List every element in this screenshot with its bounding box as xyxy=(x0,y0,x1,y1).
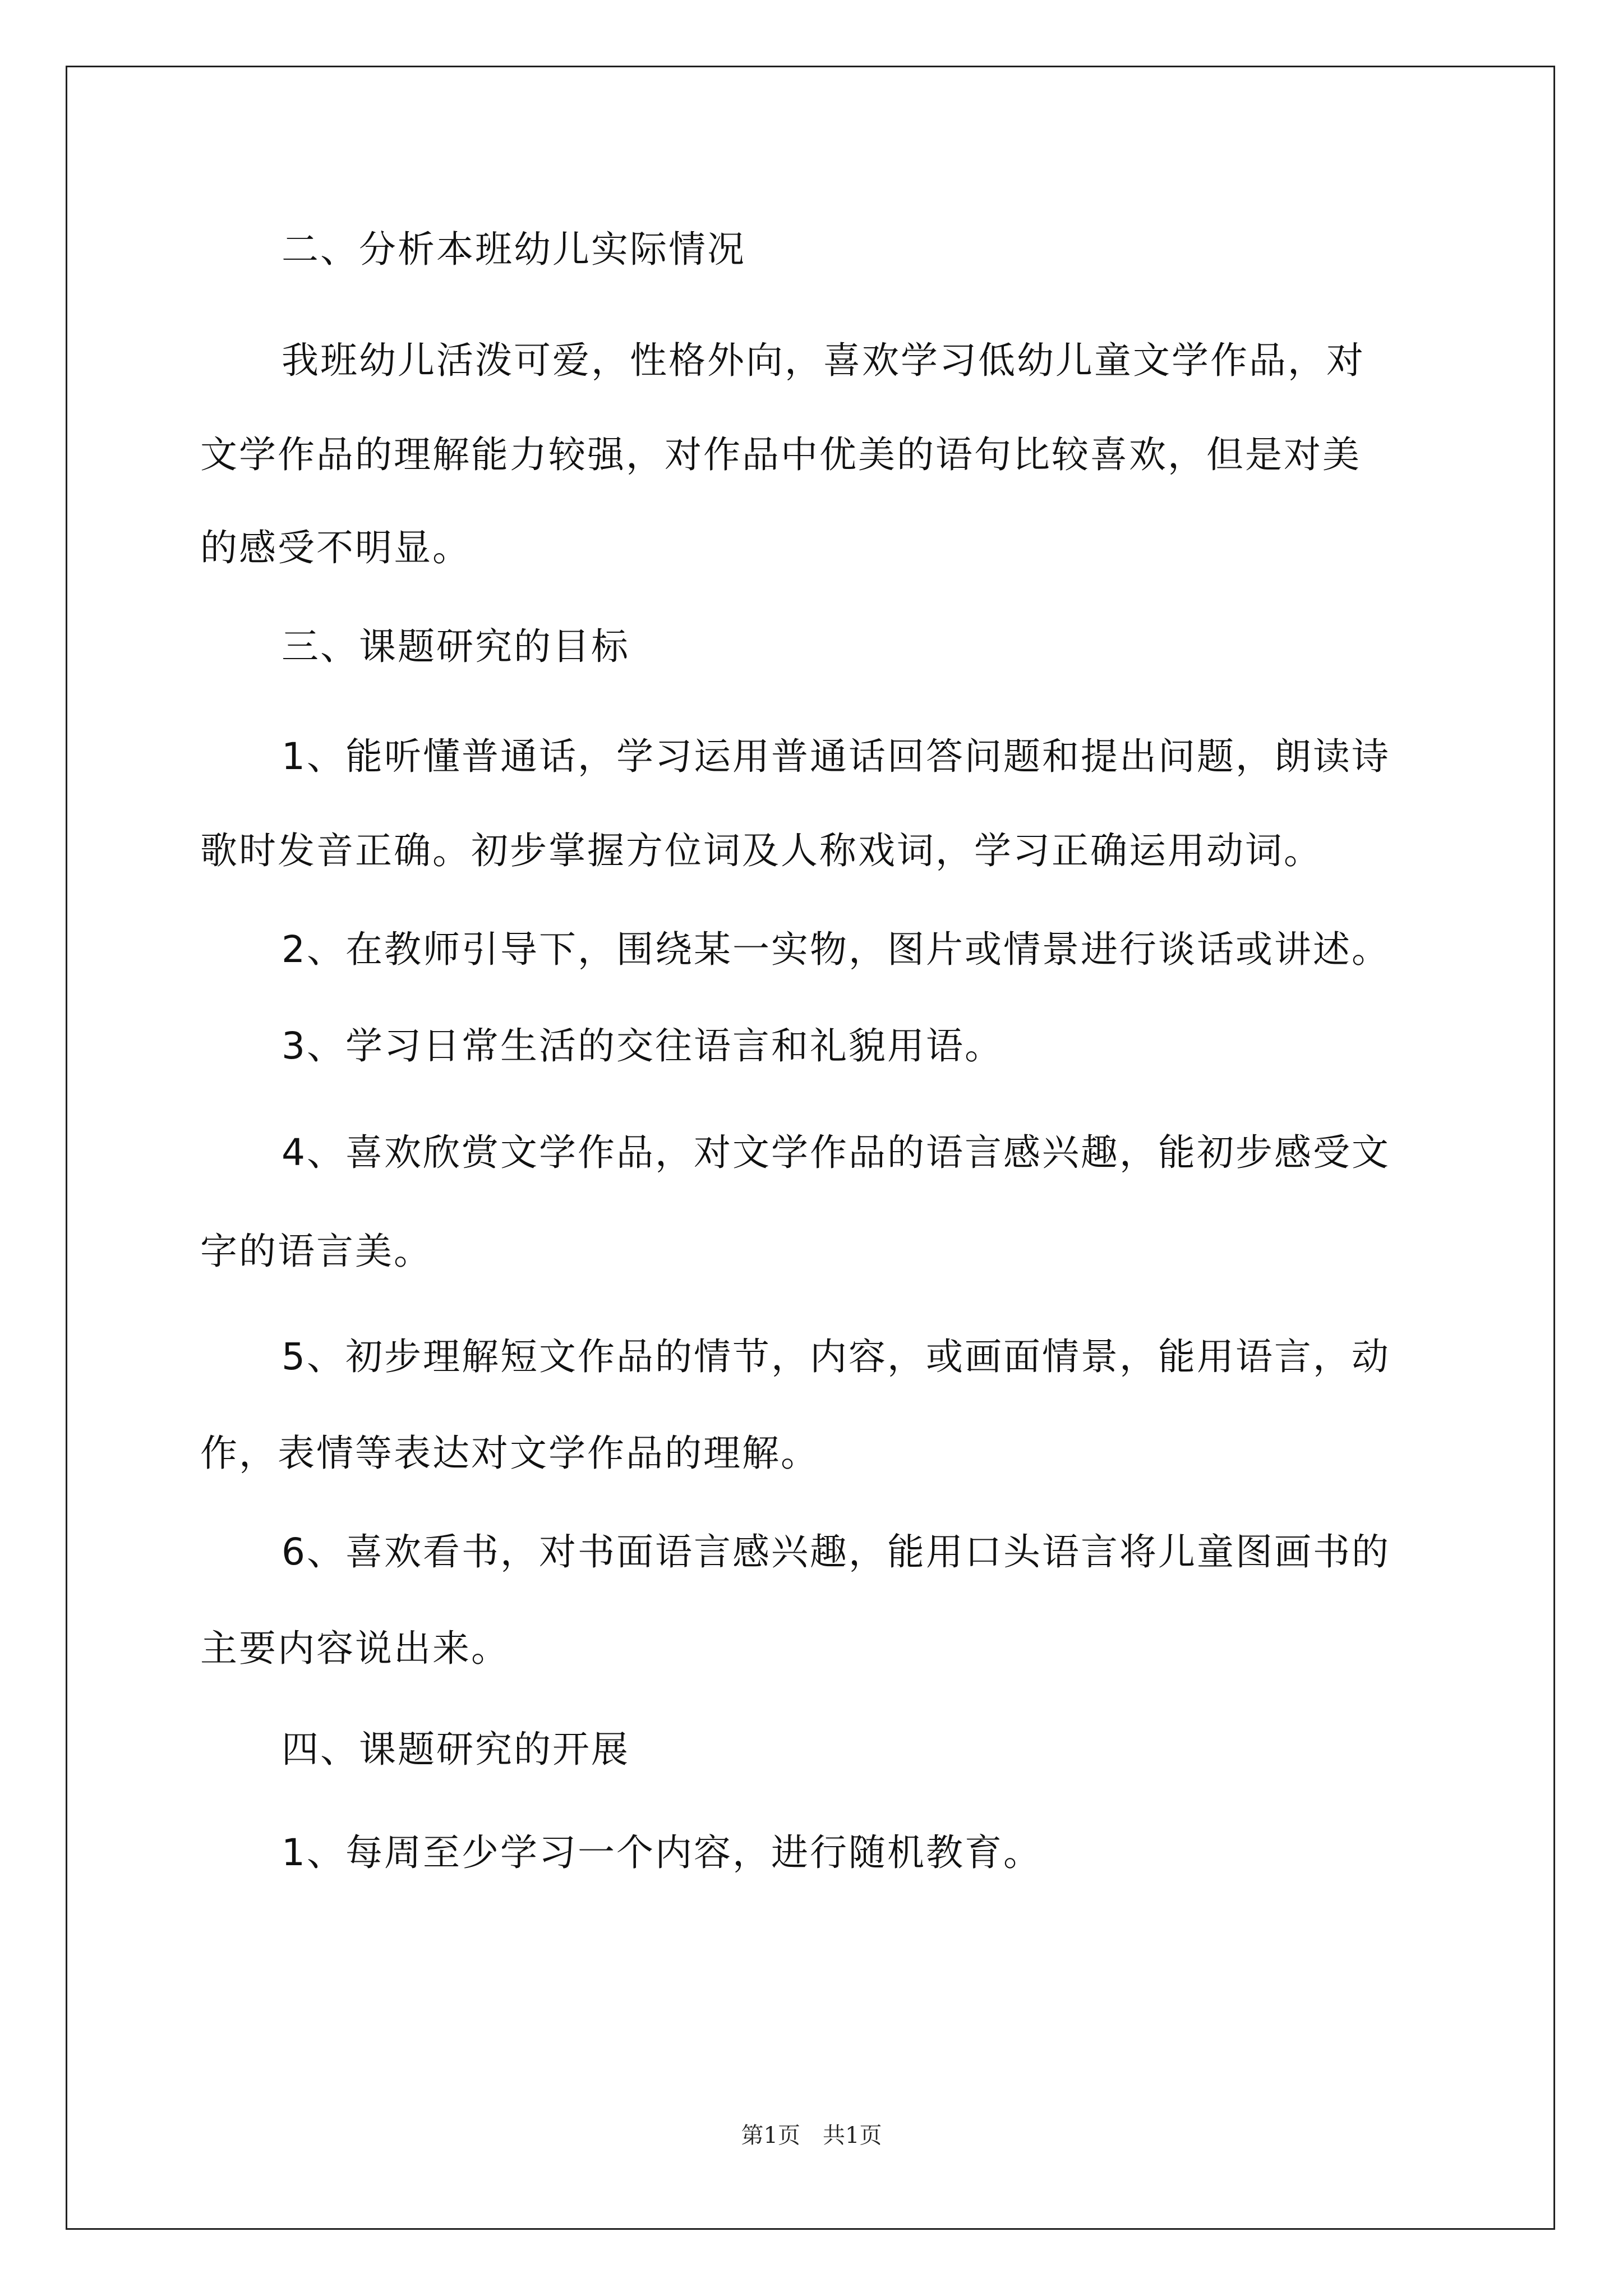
heading-section-3: 三、课题研究的目标 xyxy=(282,625,630,668)
paragraph-line: 文学作品的理解能力较强，对作品中优美的语句比较喜欢，但是对美 xyxy=(200,433,1361,476)
list-item-line: 1、能听懂普通话，学习运用普通话回答问题和提出问题，朗读诗 xyxy=(282,735,1390,778)
list-item-line: 字的语言美。 xyxy=(200,1230,432,1273)
list-item-line: 作，表情等表达对文学作品的理解。 xyxy=(200,1432,819,1475)
list-item-line: 4、喜欢欣赏文学作品，对文学作品的语言感兴趣，能初步感受文 xyxy=(282,1131,1390,1174)
list-item-line: 1、每周至少学习一个内容，进行随机教育。 xyxy=(282,1831,1042,1874)
paragraph-line: 我班幼儿活泼可爱，性格外向，喜欢学习低幼儿童文学作品，对 xyxy=(282,339,1365,382)
list-item-line: 5、初步理解短文作品的情节，内容，或画面情景，能用语言，动 xyxy=(282,1335,1390,1378)
page-footer: 第1页 共1页 xyxy=(741,2123,882,2148)
list-item-line: 6、喜欢看书，对书面语言感兴趣，能用口头语言将儿童图画书的 xyxy=(282,1530,1390,1573)
list-item-line: 3、学习日常生活的交往语言和礼貌用语。 xyxy=(282,1024,1003,1068)
list-item-line: 2、在教师引导下，围绕某一实物，图片或情景进行谈话或讲述。 xyxy=(282,928,1390,971)
heading-section-2: 二、分析本班幼儿实际情况 xyxy=(282,228,746,271)
paragraph-line: 的感受不明显。 xyxy=(200,526,471,569)
heading-section-4: 四、课题研究的开展 xyxy=(282,1728,630,1771)
list-item-line: 主要内容说出来。 xyxy=(200,1627,510,1670)
list-item-line: 歌时发音正确。初步掌握方位词及人称戏词，学习正确运用动词。 xyxy=(200,829,1322,872)
